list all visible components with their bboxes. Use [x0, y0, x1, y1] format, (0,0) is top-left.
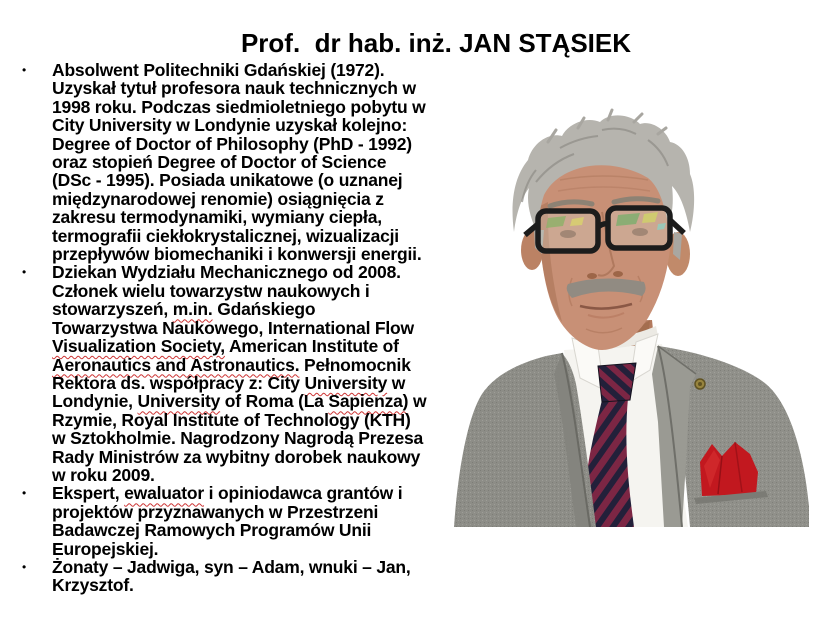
text-line: Rady Ministrów za wybitny dorobek naukowy: [52, 446, 421, 467]
text-line: Badawczej Ramowych Programów Unii: [52, 520, 372, 541]
text-line: zakresu termodynamiki, wymiany ciepła,: [52, 207, 382, 228]
spellcheck-squiggle: ewaluator: [124, 483, 205, 504]
text-line: Krzysztof.: [52, 575, 134, 596]
text-line: Visualization Society, American Institute of: [52, 336, 399, 357]
text-line: Członek wielu towarzystw naukowych i: [52, 280, 370, 301]
bullet-text: [52, 484, 472, 558]
text-line: Europejskiej.: [52, 538, 159, 559]
bullet-text: [52, 263, 472, 484]
text-line: Dziekan Wydziału Mechanicznego od 2008.: [52, 262, 401, 283]
text-line: Żonaty – Jadwiga, syn – Adam, wnuki – Jan,: [52, 556, 411, 577]
text-line: 1998 roku. Podczas siedmioletniego pobytu w: [52, 96, 426, 117]
text-line: projektów przyznawanych w Przestrzeni: [52, 501, 379, 522]
bullet-marker-icon: •: [22, 486, 27, 501]
bullet-list: [20, 61, 472, 595]
spellcheck-squiggle: Aeronautics and Astronautics.: [52, 354, 300, 375]
portrait-photo: [452, 82, 812, 527]
text-line: Towarzystwa Naukowego, International Flow: [52, 317, 414, 338]
bullet-text: [52, 558, 472, 595]
text-line: Ekspert, ewaluator i opiniodawca grantów i: [52, 483, 403, 504]
bullet-marker-icon: •: [22, 63, 27, 77]
bullet-text: [52, 61, 472, 263]
spellcheck-squiggle: Visualization Society,: [52, 336, 225, 357]
text-line: w Sztokholmie. Nagrodzony Nagrodą Prezesa: [52, 428, 424, 449]
text-line: Degree of Doctor of Philosophy (PhD - 1992): [52, 133, 412, 154]
text-line: przepływów biomechaniki i konwersji energii.: [52, 244, 422, 265]
text-line: oraz stopień Degree of Doctor of Science: [52, 152, 387, 173]
text-line: Absolwent Politechniki Gdańskiej (1972).: [52, 60, 385, 80]
text-line: (DSc - 1995). Posiada unikatowe (o uznanej: [52, 170, 403, 191]
bullet-item: [20, 558, 472, 595]
bullet-item: [20, 484, 472, 558]
bullet-marker-icon: •: [22, 559, 27, 574]
text-line: Londynie, University of Roma (La Sapienza) w: [52, 391, 427, 412]
text-line: City University w Londynie uzyskał kolejno:: [52, 115, 408, 136]
spellcheck-squiggle: m.in.: [172, 299, 213, 320]
spellcheck-squiggle: University: [304, 372, 388, 393]
text-line: Aeronautics and Astronautics. Pełnomocnik: [52, 354, 411, 375]
bullet-item: [20, 263, 472, 484]
bullet-item: [20, 61, 472, 263]
bullet-marker-icon: •: [22, 265, 27, 280]
text-line: międzynarodowej renomie) osiągnięcia z: [52, 188, 384, 209]
text-line: Rzymie, Royal Institute of Technology (KTH): [52, 409, 411, 430]
lapel-pin: [695, 379, 705, 389]
text-line: Uzyskał tytuł profesora nauk technicznych w: [52, 78, 416, 99]
text-line: Rektora ds. współpracy z: City University w: [52, 372, 406, 393]
text-line: w roku 2009.: [52, 464, 155, 485]
text-line: stowarzyszeń, m.in. Gdańskiego: [52, 299, 316, 320]
slide-title: Prof. dr hab. inż. JAN STĄSIEK: [240, 28, 632, 58]
spellcheck-squiggle: University: [137, 391, 221, 412]
spellcheck-squiggle: Sapienza): [328, 391, 409, 412]
text-line: termografii ciekłokrystalicznej, wizualizacji: [52, 225, 399, 246]
